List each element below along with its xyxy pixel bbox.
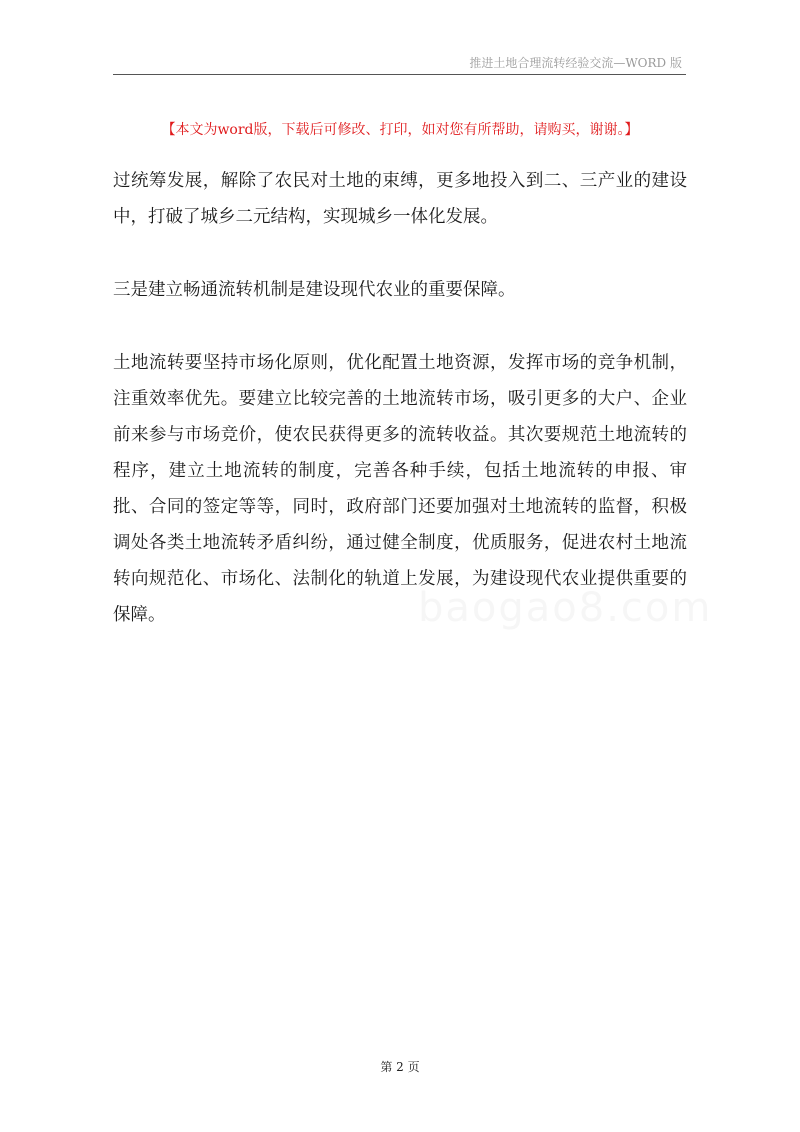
paragraph-2-heading: 三是建立畅通流转机制是建设现代农业的重要保障。 — [113, 280, 516, 300]
download-notice: 【本文为word版，下载后可修改、打印，如对您有所帮助，请购买，谢谢。】 — [161, 122, 639, 138]
paragraph-3: 土地流转要坚持市场化原则，优化配置土地资源，发挥市场的竞争机制，注重效率优先。要建立比较完善的土地流转市场，吸引更多的大户、企业前来参与市场竞价，使农民获得更多的流转收益。其次要规范土地流转的程序，建立土地流转的制度，完善各种手续，包括土地流转的申报、审批、合同的签定等等，同时，政府部门还要加强对土地流转的监督，积极调处各类土地流转矛盾纠纷，通过健全制度，优质服务，促进农村土地流转向规范化、市场化、法制化的轨道上发展，为建设现代农业提供重要的保障。 — [113, 353, 687, 625]
paragraph-1: 过统筹发展，解除了农民对土地的束缚，更多地投入到二、三产业的建设中，打破了城乡二元结构，实现城乡一体化发展。 — [113, 171, 687, 227]
header-divider — [113, 74, 686, 75]
running-header: 推进土地合理流转经验交流—WORD 版 — [469, 56, 682, 70]
page-number: 第 2 页 — [380, 1060, 420, 1074]
watermark: baogao8.com — [418, 585, 713, 631]
document-body — [113, 163, 687, 633]
